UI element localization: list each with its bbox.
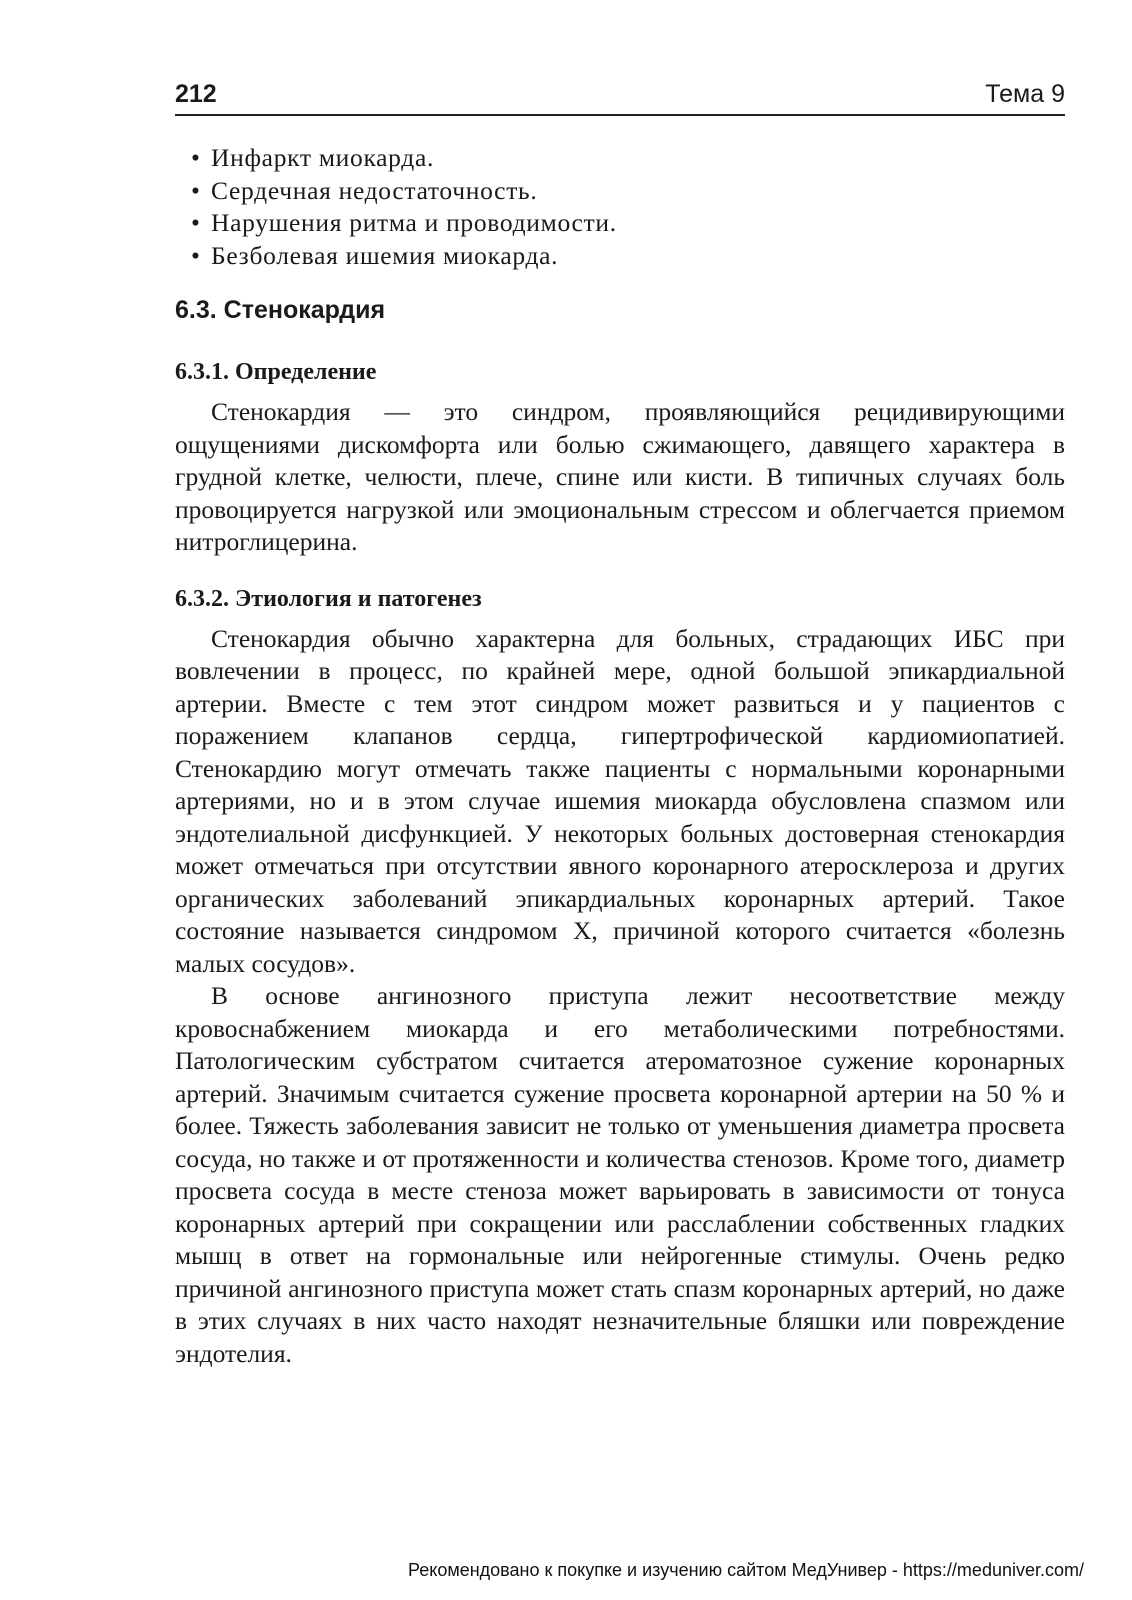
running-head	[175, 78, 1065, 116]
list-item: • Нарушения ритма и проводимости.	[211, 207, 1065, 240]
subsection-title-etiology: 6.3.2. Этиология и патогенез	[175, 585, 482, 612]
subsection-title-definition: 6.3.1. Определение	[175, 359, 377, 385]
definition-paragraph: Стенокардия — это синдром, проявляющийся рецидивирующими ощущениями дискомфорта или болью сжимающего, давящего характера в грудной клетке, челюсти, плече, спине или кисти. В типичных случаях боль провоцируется нагрузкой или эмоциональным стрессом и облегчается приемом нитроглицерина.	[175, 397, 1065, 556]
bullet-list	[175, 142, 1065, 272]
page-number: 212	[175, 80, 217, 108]
bullet-icon: •	[191, 240, 201, 270]
bullet-icon: •	[191, 208, 201, 237]
list-item: • Инфаркт миокарда.	[211, 142, 1065, 175]
page-content	[175, 142, 1065, 1370]
bullet-icon: •	[191, 175, 201, 205]
bullet-icon: •	[191, 143, 201, 172]
etiology-paragraph-2: В основе ангинозного приступа лежит несоответствие между кровоснабжением миокарда и его метаболическими потребностями. Патологическим субстратом считается атероматозное сужение коронарных артерий. Значимым считается сужение просвета коронарной артерии на 50 % и более. Тяжесть заболевания зависит не только от уменьшения диаметра просвета сосуда, но также и от протяженности и количества стенозов. Кроме того, диаметр просвета сосуда в месте стеноза может варьировать в зависимости от тонуса коронарных артерий при сокращении или расслаблении собственных гладких мышц в ответ на гормональные или нейрогенные стимулы. Очень редко причиной ангинозного приступа может стать спазм коронарных артерий, но даже в этих случаях в них часто находят незначительные бляшки или повреждение эндотелия.	[175, 981, 1065, 1368]
etiology-paragraph-1: Стенокардия обычно характерна для больных, страдающих ИБС при вовлечении в процесс, по крайней мере, одной большой эпикардиальной артерии. Вместе с тем этот синдром может развиться и у пациентов с поражением клапанов сердца, гипертрофической кардиомиопатией. Стенокардию могут отмечать также пациенты с нормальными коронарными артериями, но и в этом случае ишемия миокарда обусловлена спазмом или эндотелиальной дисфункцией. У некоторых больных достоверная стенокардия может отмечаться при отсутствии явного коронарного атеросклероза и других органических заболеваний эпикардиальных коронарных артерий. Такое состояние называется синдромом X, причиной которого считается «болезнь малых сосудов».	[175, 623, 1065, 978]
running-title: Тема 9	[985, 80, 1065, 108]
footer-watermark: Рекомендовано к покупке и изучению сайтом МедУнивер - https://meduniver.com/	[408, 1560, 1084, 1580]
section-title: 6.3. Стенокардия	[175, 296, 386, 324]
list-item: • Сердечная недостаточность.	[211, 175, 1065, 208]
list-item: • Безболевая ишемия миокарда.	[211, 240, 1065, 273]
